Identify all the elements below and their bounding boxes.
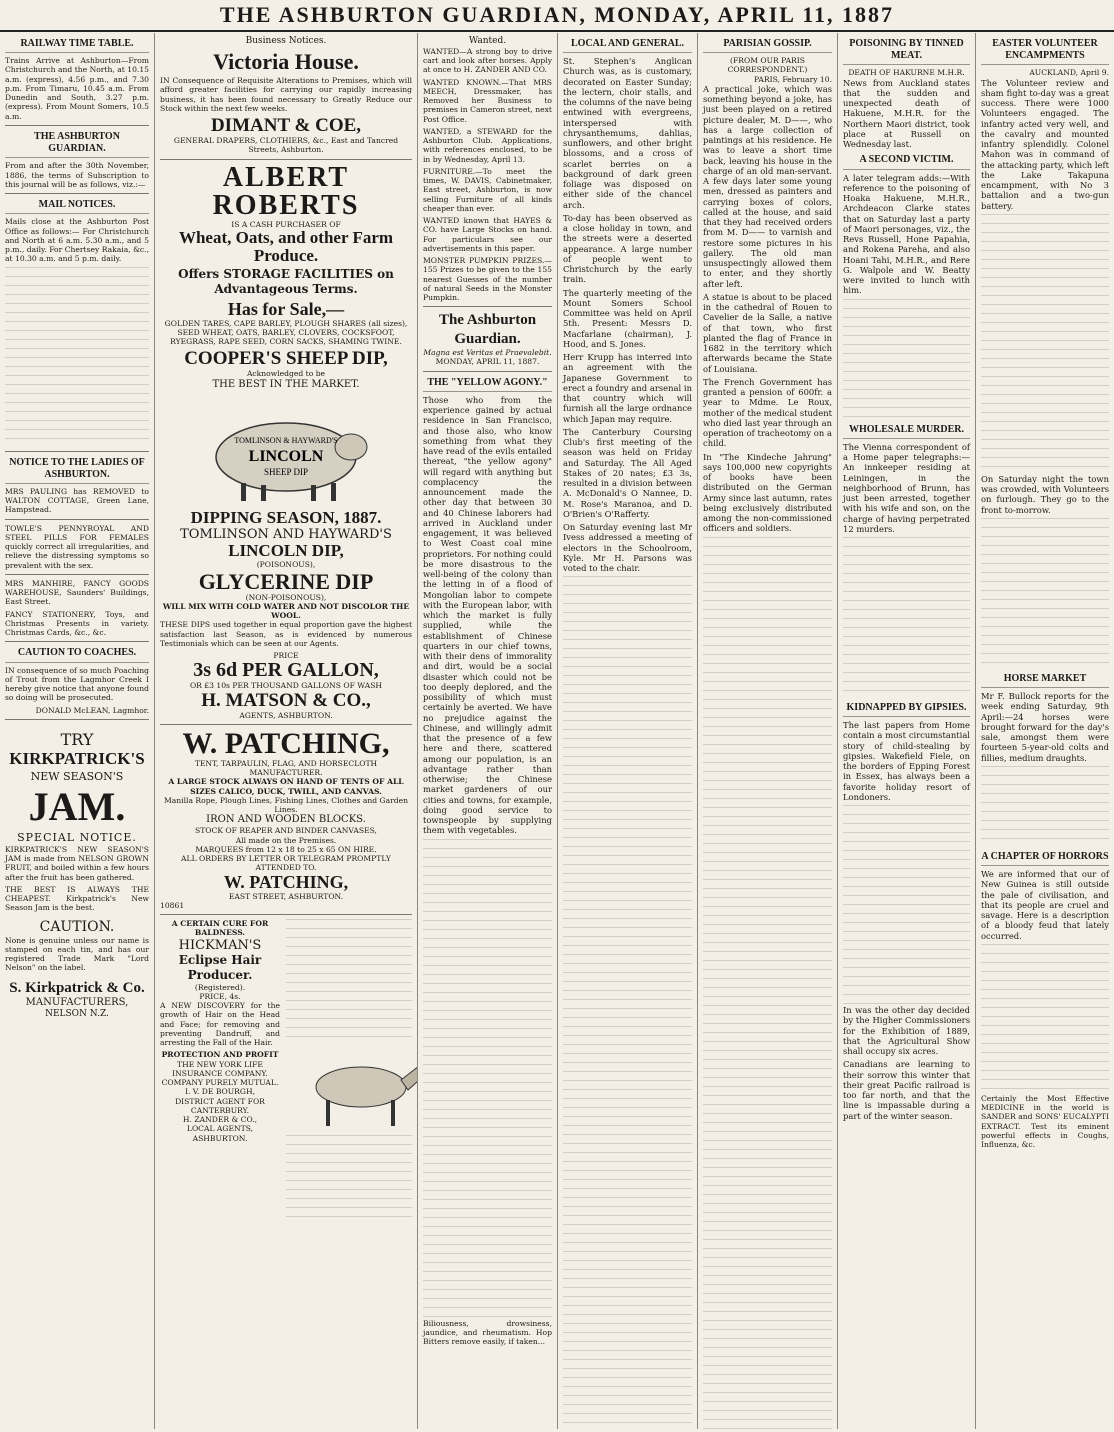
poisoning-heading: POISONING BY TINNED MEAT.	[843, 38, 970, 65]
seeds: GOLDEN TARES, CAPE BARLEY, PLOUGH SHARES (all sizes), SEED WHEAT, OATS, BARLEY, CLOVERS, COCKSFOOT, RYEGRASS, RAPE SEED, CORN SACKS, SHAMING TWINE.	[164, 318, 408, 347]
manufacturers: MANUFACTURERS,	[25, 997, 129, 1008]
mail-text: Mails close at the Ashburton Post Office as follows:— For Christchurch and North at 6 a.m. 5.30 a.m., and 5 p.m., daily. For Chertsey Rakaia, &c., at 10.30 a.m. and 5 p.m. daily.	[5, 217, 149, 264]
furniture: FURNITURE.—To meet the times, W. DAVIS, Cabinetmaker, East street, Ashburton, is now selling Furniture of all kinds cheaper than ever.	[423, 166, 552, 213]
text-filler	[843, 805, 970, 1005]
kirkpatricks: KIRKPATRICK'S	[9, 749, 145, 769]
wheat: Wheat, Oats, and other Farm Produce.	[178, 227, 394, 265]
railway-text: Trains Arrive at Ashburton—From Christchurch and the North, at 10.15 a.m. (express), 4.56 p.m., and 7.30 p.m. From Timaru, 10.45 a.m. From Dunedin and South, 3.27 p.m. (express). From Mount Somers, 10.5 a.m.	[5, 56, 149, 121]
column-4	[558, 33, 698, 1429]
special-text: KIRKPATRICK'S NEW SEASON'S JAM is made from NELSON GROWN FRUIT, and boiled within a few hours after the fruit has been gathered.	[5, 844, 149, 882]
date: MONDAY, APRIL 11, 1887.	[435, 357, 540, 367]
local-text-2: To-day has been observed as a close holiday in town, and the streets were a deserted appearance. A large number of people went to Christchurch by the early train.	[563, 212, 692, 285]
district-agent: DISTRICT AGENT FOR CANTERBURY.	[175, 1096, 265, 1115]
try: TRY	[60, 729, 94, 749]
horse-cover-illustration	[286, 1042, 418, 1132]
patching-addr: EAST STREET, ASHBURTON.	[228, 891, 344, 901]
eucalypti-text: Certainly the Most Effective MEDICINE in the world is SANDER and SONS' EUCALYPTI EXTRACT. Test its eminent powerful effects in Coughs, Influenza, &c.	[981, 1093, 1109, 1149]
price: 3s 6d PER GALLON,	[193, 659, 379, 682]
towle-text: TOWLE'S PENNYROYAL AND STEEL PILLS FOR FEMALES quickly correct all irregularities, and relieve the distressing symptoms so prevalent with the sex.	[5, 523, 149, 570]
caution-heading: CAUTION.	[39, 918, 115, 935]
agents: AGENTS, ASHBURTON.	[239, 710, 333, 720]
column-3	[418, 33, 558, 1429]
marquees: MARQUEES from 12 x 18 to 25 x 65 ON HIRE.	[195, 844, 377, 854]
parisian-dateline: PARIS, February 10.	[753, 74, 832, 84]
caution-coaches-text: IN consequence of so much Poaching of Trout from the Lagmhor Creek I hereby give notice that anyone found so doing will be prosecuted.	[5, 665, 150, 703]
column-2	[155, 33, 418, 1429]
best-text: THE BEST IS ALWAYS THE CHEAPEST. Kirkpatrick's New Season Jam is the best.	[5, 884, 149, 913]
tomlinson: TOMLINSON AND HAYWARD'S	[180, 526, 392, 542]
wholesale-murder-heading: WHOLESALE MURDER.	[843, 424, 970, 439]
nelson: NELSON N.Z.	[45, 1009, 109, 1020]
second-victim-text: A later telegram adds:—With reference to the poisoning of Hoaka Hakuene, M.H.R., Archdeacon Clarke states that on Saturday last a party of Maori personages, viz., the Revs Russell, Hone Papahia, and Rokena Pareha, and also Hoani Tahi, M.H.R., and Rere G. Walpole and W. Beatty were invited to lunch with him.	[843, 172, 970, 296]
poisonous: (POISONOUS),	[256, 560, 316, 570]
notice-ladies-heading: NOTICE TO THE LADIES OF ASHBURTON.	[5, 457, 149, 484]
price-label: PRICE	[273, 651, 299, 661]
patching-2: W. PATCHING,	[223, 871, 349, 892]
cure-heading: A CERTAIN CURE FOR BALDNESS.	[171, 919, 269, 938]
zander: H. ZANDER & CO.,	[182, 1115, 258, 1125]
patching: W. PATCHING,	[182, 726, 390, 760]
mclean: DONALD McLEAN, Lagmhor.	[35, 705, 149, 715]
wanted-2: WANTED KNOWN.—That MRS MEECH, Dressmaker, has Removed her Business to premises in Cameron street, next Post Office.	[423, 77, 552, 124]
column-7	[976, 33, 1114, 1429]
guardian-masthead: The Ashburton Guardian.	[438, 312, 537, 347]
masthead	[0, 0, 1114, 32]
columns	[0, 33, 1114, 1429]
registered: (Registered).	[194, 982, 246, 992]
poisoning-sub: DEATH OF HAKURNE M.H.R.	[848, 68, 965, 78]
monster: MONSTER PUMPKIN PRIZES.—155 Prizes to be given to the 155 nearest Guesses of the number of natural Seeds in the Monster Pumpkin.	[423, 256, 552, 303]
local-text-4: Herr Krupp has interred into an agreement with the Japanese Government to erect a foundry and arsenal in that country which will furnish all the large ordnance which Japan may require.	[563, 352, 692, 424]
parisian-text-2: A statue is about to be placed in the cathedral of Rouen to Cavelier de la Salle, a native of that town, who first planted the flag of France in 1682 in the territory which afterwards became the State of Louisiana.	[703, 291, 832, 374]
railway-heading: RAILWAY TIME TABLE.	[5, 38, 149, 53]
column-6	[838, 33, 976, 1429]
column-1	[0, 33, 155, 1429]
kidnapped-heading: KIDNAPPED BY GIPSIES.	[843, 702, 970, 717]
column-5	[698, 33, 838, 1429]
iron-wood: IRON AND WOODEN BLOCKS.	[206, 814, 366, 826]
sheep-label-1: TOMLINSON & HAYWARD'S	[234, 435, 338, 445]
debourgh: I. V. DE BOURGH,	[184, 1087, 256, 1097]
mix-text: WILL MIX WITH COLD WATER AND NOT DISCOLOR THE WOOL.	[162, 601, 410, 621]
wanted-3: WANTED, a STEWARD for the Ashburton Club. Applications, with references enclosed, to be in by Wednesday, April 13.	[423, 126, 552, 164]
ny-life: THE NEW YORK LIFE INSURANCE COMPANY.	[172, 1059, 268, 1078]
canadians-text: Canadians are learning to their sorrow this winter that their great Pacific railroad is too far north, and that the line is impassable during a part of the winter season.	[843, 1059, 970, 1121]
horrors-text: We are informed that our of New Guinea is still outside the pale of civilisation, and that its people are cruel and savage. Here is a description of a bloody feud that lately occurred.	[981, 869, 1109, 941]
eclipse: Eclipse Hair Producer.	[178, 953, 262, 983]
dipping-season: DIPPING SEASON, 1887.	[190, 507, 382, 527]
text-filler	[843, 299, 970, 419]
text-filler	[286, 1135, 412, 1225]
kidnapped-text: The last papers from Home contain a most circumstantial story of child-stealing by gipsies. Wakefield Fiele, on the borders of Epping Forest in Essex, has always been a favorite holiday resort of Londoners.	[843, 720, 970, 802]
albert-sub: IS A CASH PURCHASER OF	[231, 219, 341, 229]
sheep-label-3: SHEEP DIP	[264, 466, 308, 477]
local-text-3: The quarterly meeting of the Mount Somers School Committee was held on April 5th. Present: Messrs D. Macfarlane (chairman), J. Hood, and S. Jones.	[563, 287, 692, 349]
pills: Biliousness, drowsiness, jaundice, and rheumatism. Hop Bitters remove easily, if taken...	[423, 1318, 552, 1346]
volunteer-heading: EASTER VOLUNTEER ENCAMPMENTS	[981, 38, 1109, 65]
hickman: HICKMAN'S	[178, 937, 262, 953]
local-general-heading: LOCAL AND GENERAL.	[563, 38, 692, 53]
mail-heading: MAIL NOTICES.	[5, 199, 149, 214]
best-market: THE BEST IN THE MARKET.	[212, 378, 360, 390]
volunteer-dateline: AUCKLAND, April 9.	[1029, 68, 1109, 78]
guardian-heading: THE ASHBURTON GUARDIAN.	[5, 131, 149, 158]
mutual: COMPANY PURELY MUTUAL.	[161, 1078, 279, 1088]
manilla: Manilla Rope, Plough Lines, Fishing Lines, Clothes and Garden Lines.	[163, 795, 409, 815]
local-agents: LOCAL AGENTS, ASHBURTON.	[186, 1124, 254, 1143]
protection: PROTECTION AND PROFIT	[161, 1050, 279, 1060]
caution-text: None is genuine unless our name is stamped on each tin, and has our registered Trade Mark "Lord Nelson" on the label.	[5, 935, 149, 973]
price-4s: PRICE, 4s.	[199, 991, 241, 1001]
dimant-coe: DIMANT & COE,	[210, 115, 362, 137]
coopers: COOPER'S SHEEP DIP,	[184, 348, 388, 370]
parisian-text-3: The French Government has granted a pension of 600fr. a year to Mdme. Le Roux, mother of the medical student who died last year through an operation of tracheotomy on a child.	[703, 376, 832, 449]
storage: Offers STORAGE FACILITIES on Advantageous Terms.	[178, 267, 394, 297]
local-text-1: St. Stephen's Anglican Church was, as is customary, decorated on Easter Sunday; the lectern, choir stalls, and the columns of the nave being entwined with evergreens, interspersed with chrysanthemums, dahlias, sunflowers, and other bright blossoms, and a cross of scarlet berries on a background of dark green foliage was disposed on either side of the chancel arch.	[563, 56, 692, 210]
albert-roberts: ALBERT ROBERTS	[212, 161, 360, 221]
text-filler	[981, 766, 1109, 846]
local-text-6: On Saturday evening last Mr Ivess addressed a meeting of electors in the Schoolroom, Kyle. Mr H. Parsons was voted to the chair.	[563, 522, 692, 574]
matson: H. MATSON & CO.,	[201, 689, 371, 711]
volunteer-text-1: The Volunteer review and sham fight to-day was a great success. There were 1000 Volunteers engaged. The infantry acted very well, and the cavalry and mounted infantry splendidly. Colonel Mahon was in command of the attacking party, which left the Lake Takapuna encampment, with No 3 battalion and a two-gun battery.	[981, 77, 1109, 211]
editorial-text: Those who from the experience gained by actual residence in San Francisco, and those also, who know something from what they have read of the evils entailed thereat, "the yellow agony" will regard with anything but complacency the announcement made the other day that between 30 and 40 Chinese laborers had arrived in Auckland under engagement, it was believed to West Coast coal mine proprietors. For nothing could be more disastrous to the well-being of the colony than the letting in of a flood of Mongolian labor to compete with the European labor, with which the market is fully supplied, while the establishment of Chinese quarters in our chief towns, with their dens of immorality and dirt, would be a social disaster which could not be too deeply deplored, and the possibility of which must certainly be averted. We have no prejudice against the Chinese, and willingly admit that the presence of a few here and there, scattered among our population, is an advantage rather than otherwise; the Chinese market gardeners of our cities and towns, for example, doing good service to townspeople by supplying them with vegetables.	[423, 394, 552, 836]
notice-ladies-text: MRS PAULING has REMOVED to WALTON COTTAGE, Green Lane, Hampstead.	[5, 486, 149, 515]
dip-text: THESE DIPS used together in equal proportion gave the highest satisfaction last Season, as is evidenced by numerous Testimonials which can be seen at our Agents.	[160, 620, 412, 648]
masthead-title: THE ASHBURTON GUARDIAN, MONDAY, APRIL 11, 1887	[219, 2, 895, 27]
text-filler	[423, 839, 552, 1319]
text-filler	[703, 537, 832, 1429]
text-filler	[843, 537, 970, 697]
sheep-illustration	[186, 395, 386, 505]
parisian-heading: PARISIAN GOSSIP.	[703, 38, 832, 53]
orders: ALL ORDERS BY LETTER OR TELEGRAM PROMPTLY ATTENDED TO.	[181, 854, 391, 873]
per-thousand: OR £3 10s PER THOUSAND GALLONS OF WASH	[189, 681, 383, 691]
reaper: STOCK OF REAPER AND BINDER CANVASES,	[195, 826, 377, 836]
has-for-sale: Has for Sale,—	[227, 298, 345, 319]
exhibition-text: In was the other day decided by the Higher Commissioners for the Exhibition of 1889, that the Agricultural Show shall occupy six acres.	[843, 1005, 970, 1057]
local-text-5: The Canterbury Coursing Club's first meeting of the season was held on Friday and Saturday. The All Aged Stakes of 20 nates; £3 3s, resulted in a division between A. McDonald's O Nannee, D. M. Rose's Maranoa, and D. O'Brien's O'Rafferty.	[563, 426, 692, 519]
manhire-text: MRS MANHIRE, FANCY GOODS WAREHOUSE, Saunders' Buildings, East Street.	[5, 578, 149, 607]
patching-sub: TENT, TARPAULIN, FLAG, AND HORSECLOTH MANUFACTURER.	[194, 758, 378, 778]
dimant-sub: GENERAL DRAPERS, CLOTHIERS, &c., East and Tancred Streets, Ashburton.	[173, 136, 399, 155]
guardian-motto: Magna est Veritas et Praevalebit.	[423, 348, 552, 358]
editorial-heading: THE "YELLOW AGONY."	[423, 377, 552, 392]
ad-number: 10861	[160, 900, 185, 910]
glycerine: GLYCERINE DIP	[198, 568, 374, 594]
wanted-1: WANTED—A strong boy to drive cart and look after horses. Apply at once to H. ZANDER AND CO.	[423, 46, 552, 75]
hayes: WANTED known that HAYES & CO. have Large Stocks on hand. For particulars see our advertisements in this paper.	[423, 216, 552, 253]
second-victim-heading: A SECOND VICTIM.	[843, 154, 970, 169]
parisian-sub: (FROM OUR PARIS CORRESPONDENT.)	[727, 56, 808, 75]
firm-name: S. Kirkpatrick & Co.	[9, 979, 145, 996]
parisian-text-4: In "The Kindeche Jahrung" says 100,000 new copyrights of books have been distributed on the German Army since last autumn, rates being exclusively distributed among the non-commissioned officers and soldiers.	[703, 451, 832, 534]
all-made: All made on the Premises.	[235, 835, 337, 845]
text-filler	[286, 919, 412, 1039]
new-season: NEW SEASON'S	[30, 770, 124, 784]
acknowledged: Acknowledged to be	[246, 369, 326, 379]
parisian-text-1: A practical joke, which was something beyond a joke, has just been played on a retired picture dealer, M. D——, who has a large collection of paintings at his residence. He was to leave a short time back, leaving his house in the charge of an old man-servant. A few days later some young men, dressed as painters and carrying boxes of colors, called at the house, and said that they had received orders from M. D—— to varnish and restore some pictures in his gallery. The old man unsuspectingly allowed them to enter, and they shortly after left.	[703, 83, 832, 289]
jam: JAM.	[28, 784, 126, 830]
text-filler	[5, 267, 149, 447]
lincoln-dip: LINCOLN DIP,	[228, 541, 344, 561]
discovery: A NEW DISCOVERY for the growth of Hair on the Head and Face; for removing and preventing Dandruff, and arresting the Fall of the Hair.	[160, 1001, 280, 1048]
victoria-house: Victoria House.	[213, 48, 359, 74]
horrors-heading: A CHAPTER OF HORRORS	[981, 851, 1109, 866]
text-filler	[563, 576, 692, 1429]
text-filler	[981, 518, 1109, 668]
business-notices: Business Notices.	[245, 36, 327, 46]
fancy-text: FANCY STATIONERY, Toys, and Christmas Presents in variety. Christmas Cards, &c., &c.	[5, 609, 149, 638]
wholesale-murder-text: The Vienna correspondent of a Home paper telegraphs:—An innkeeper residing at Leiningen, in the neighborhood of Brunn, has just been arrested, together with his wife and son, on the charge of having perpetrated 12 murders.	[843, 441, 970, 534]
special-notice: SPECIAL NOTICE.	[17, 831, 137, 845]
patching-stock: A LARGE STOCK ALWAYS ON HAND OF TENTS OF ALL SIZES CALICO, DUCK, TWILL, AND CANVAS.	[168, 777, 404, 796]
text-filler	[981, 214, 1109, 474]
poisoning-text: News from Auckland states that the sudden and unexpected death of Hakuene, M.H.R. for the Northern Maori district, took place at Russell on Wednesday last.	[843, 77, 970, 150]
victoria-text: IN Consequence of Requisite Alterations to Premises, which will afford greater facilities for carrying our rapidly increasing business, it has been found necessary to Greatly Reduce our Stock within the next few weeks.	[160, 76, 412, 113]
volunteer-text-2: On Saturday night the town was crowded, with Volunteers on furlough. They go to the front to-morrow.	[981, 473, 1109, 515]
wanted-heading: Wanted.	[468, 36, 507, 46]
horse-market-text: Mr F. Bullock reports for the week ending Saturday, 9th April:—24 horses were brought forward for the day's sale, amongst them were fourteen 5-year-old colts and fillies, medium draughts.	[981, 691, 1109, 763]
horse-market-heading: HORSE MARKET	[981, 673, 1109, 688]
caution-coaches-heading: CAUTION TO COACHES.	[5, 647, 149, 662]
non-poisonous: (NON-POISONOUS),	[245, 592, 327, 602]
text-filler	[981, 944, 1109, 1094]
guardian-text: From and after the 30th November, 1886, the terms of Subscription to this journal will be as follows, viz.:—	[5, 161, 149, 189]
sheep-label-2: LINCOLN	[248, 447, 324, 465]
